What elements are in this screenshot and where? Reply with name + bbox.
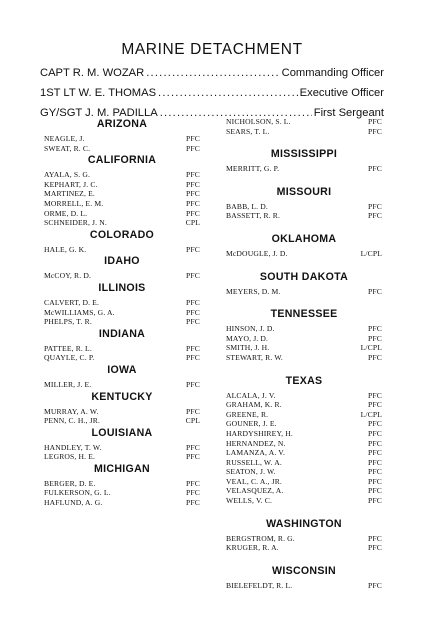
member-rank: PFC [186,442,200,452]
roster-entry [226,287,382,297]
member-rank: PFC [368,457,382,467]
member-name: NICHOLSON, S. L. [226,117,291,126]
member-rank: PFC [368,352,382,362]
member-name: AYALA, S. G. [44,170,91,180]
state-group [44,462,200,508]
roster-entry [44,180,200,190]
member-name: GREENE, R. [226,409,269,419]
member-name: SCHNEIDER, J. N. [44,218,107,228]
member-name: LEGROS, H. E. [44,452,96,462]
member-name: PHELPS, T. R. [44,317,92,327]
roster-column-right [226,117,382,590]
roster-entry [226,391,382,401]
page-title: MARINE DETACHMENT [121,41,303,58]
roster-entry [226,343,382,353]
roster-entry [44,416,200,426]
state-heading: ARIZONA [96,118,148,130]
roster-entry [44,170,200,180]
roster-entry [44,218,200,228]
state-heading: COLORADO [89,228,155,241]
state-heading: KENTUCKY [91,390,153,403]
roster-entry [44,317,200,327]
state-heading: WASHINGTON [266,517,342,530]
member-rank: PFC [368,428,382,438]
member-rank: L/CPL [360,248,382,258]
state-group [44,363,200,390]
member-name: ALCALA, J. V. [226,390,276,400]
member-rank: PFC [186,170,200,180]
member-rank: PFC [186,452,200,462]
member-name: HARDYSHIREY, H. [226,428,293,438]
roster-entry [44,271,200,281]
member-rank: PFC [186,307,200,317]
state-heading: TENNESSEE [270,308,338,321]
state-heading: CALIFORNIA [87,154,157,167]
roster-entry [226,496,382,506]
roster-entry [44,380,200,390]
state-heading: OKLAHOMA [271,232,337,245]
officer-name: GY/SGT J. M. PADILLA [40,107,158,119]
roster-entry [44,199,200,209]
state-group [226,117,382,136]
member-name: HANDLEY, T. W. [44,442,102,452]
state-group [44,254,200,281]
roster-entry [44,407,200,417]
roster-entry [226,202,382,212]
roster-entry [44,308,200,318]
state-group [226,270,382,297]
member-rank: CPL [185,218,200,228]
roster-entry [226,543,382,553]
state-heading: TEXAS [285,374,323,387]
roster-entry [226,127,382,137]
member-name: HINSON, J. D. [226,324,275,334]
member-rank: PFC [186,488,200,498]
member-name: MURRAY, A. W. [44,406,99,416]
member-rank: PFC [368,117,382,126]
member-name: VELASQUEZ, A. [226,486,284,496]
state-group [44,153,200,228]
member-rank: L/CPL [360,343,382,353]
roster-entry [44,189,200,199]
member-name: MILLER, J. E. [44,379,92,389]
member-rank: PFC [368,390,382,400]
dot-leader [146,63,279,83]
member-rank: PFC [368,201,382,211]
member-name: MEYERS, D. M. [226,286,281,296]
state-heading: SOUTH DAKOTA [259,270,349,283]
member-rank: PFC [186,343,200,353]
state-heading: LOUISIANA [91,426,153,439]
member-rank: PFC [368,400,382,410]
roster-entry [226,467,382,477]
officer-row [40,83,384,103]
roster-entry [226,400,382,410]
member-rank: PFC [186,498,200,508]
state-heading: MISSISSIPPI [270,148,338,161]
member-rank: PFC [186,353,200,363]
roster-entry [226,164,382,174]
state-heading: INDIANA [98,327,146,340]
member-name: BABB, L. D. [226,201,268,211]
member-name: KRUGER, R. A. [226,543,279,553]
state-group [226,564,382,591]
member-rank: PFC [186,379,200,389]
roster-entry [226,419,382,429]
member-rank: PFC [186,317,200,327]
member-rank: PFC [368,126,382,136]
member-rank: PFC [368,448,382,458]
member-rank: PFC [186,208,200,218]
roster-entry [226,117,382,127]
roster-entry [44,344,200,354]
member-name: GOUNER, J. E. [226,419,277,429]
member-rank: PFC [368,286,382,296]
officer-name: CAPT R. M. WOZAR [40,67,145,79]
member-rank: PFC [186,297,200,307]
state-heading: WISCONSIN [272,564,336,577]
state-group [226,232,382,259]
member-name: SEATON, J. W. [226,467,276,477]
member-name: CALVERT, D. E. [44,297,100,307]
member-rank: PFC [368,333,382,343]
member-rank: PFC [368,496,382,506]
state-heading: IDAHO [104,255,140,268]
member-name: PATTEE, R. L. [44,343,92,353]
member-rank: L/CPL [360,409,382,419]
officer-list [40,63,384,123]
roster-entry [226,486,382,496]
roster-entry [44,452,200,462]
state-group [226,185,382,221]
roster-entry [226,534,382,544]
member-name: WELLS, V. C. [226,496,273,506]
roster-entry [226,334,382,344]
member-rank: PFC [368,211,382,221]
state-group [44,426,200,462]
roster-entry [44,488,200,498]
member-rank: PFC [368,419,382,429]
roster-entry [44,353,200,363]
member-name: McWILLIAMS, G. A. [44,307,115,317]
member-name: LAMANZA, A. V. [226,448,285,458]
state-heading: IOWA [107,363,137,376]
roster-entry [44,209,200,219]
member-rank: CPL [185,416,200,426]
member-name: FULKERSON, G. L. [44,488,111,498]
roster-entry [44,144,200,154]
member-rank: PFC [186,406,200,416]
member-name: ORME, D. L. [44,208,88,218]
member-rank: PFC [186,189,200,199]
roster-entry [226,581,382,591]
state-heading: ILLINOIS [98,281,146,294]
roster-entry [44,498,200,508]
officer-role: First Sergeant [313,107,384,119]
state-group [226,374,382,506]
member-name: QUAYLE, C. P. [44,353,95,363]
roster-entry [226,477,382,487]
roster-entry [226,439,382,449]
roster-entry [226,448,382,458]
state-group [44,228,200,255]
member-rank: PFC [186,143,200,153]
member-name: MORRELL, E. M. [44,198,104,208]
member-name: McCOY, R. D. [44,271,92,281]
state-heading: MISSOURI [276,185,332,198]
member-rank: PFC [368,543,382,553]
member-rank: PFC [368,324,382,334]
member-rank: PFC [368,486,382,496]
member-name: MERRITT, G. P. [226,164,280,174]
roster-column-left [44,117,200,508]
member-rank: PFC [368,533,382,543]
member-name: BERGSTROM, R. G. [226,533,295,543]
roster-entry [44,134,200,144]
member-name: RUSSELL, W. A. [226,457,282,467]
state-group [44,117,200,153]
state-group [44,390,200,426]
officer-role: Commanding Officer [281,67,384,79]
member-name: BERGER, D. E. [44,478,96,488]
member-rank: PFC [368,164,382,174]
member-rank: PFC [368,438,382,448]
roster-entry [226,324,382,334]
member-name: BASSETT, R. R. [226,211,281,221]
member-rank: PFC [368,476,382,486]
member-rank: PFC [186,478,200,488]
state-group [226,147,382,174]
member-name: MARTINEZ, E. [44,189,95,199]
member-name: NEAGLE, J. [44,134,85,143]
member-name: MAYO, J. D. [226,333,269,343]
member-name: McDOUGLE, J. D. [226,248,288,258]
member-name: HERNANDEZ, N. [226,438,286,448]
officer-role: Executive Officer [299,87,384,99]
roster-entry [44,298,200,308]
roster-entry [226,410,382,420]
member-rank: PFC [186,271,200,281]
state-group [44,281,200,327]
member-rank: PFC [186,134,200,143]
roster-entry [226,249,382,259]
member-rank: PFC [186,179,200,189]
member-rank: PFC [368,580,382,590]
dot-leader [158,83,298,103]
member-name: PENN, C. H., JR. [44,416,100,426]
member-rank: PFC [186,244,200,254]
member-name: HAFLUND, A. G. [44,498,103,508]
member-rank: PFC [186,198,200,208]
member-rank: PFC [368,467,382,477]
member-name: STEWART, R. W. [226,352,283,362]
member-name: VEAL, C. A., JR. [226,476,282,486]
roster-entry [226,353,382,363]
roster-entry [226,458,382,468]
state-group [44,327,200,363]
officer-row [40,63,384,83]
member-name: SEARS, T. L. [226,126,270,136]
roster-entry [44,479,200,489]
roster-entry [226,211,382,221]
member-name: SWEAT, R. C. [44,143,91,153]
officer-name: 1ST LT W. E. THOMAS [40,87,157,99]
roster-entry [44,443,200,453]
member-name: KEPHART, J. C. [44,179,98,189]
roster-entry [44,245,200,255]
state-group [226,307,382,362]
roster-entry [226,429,382,439]
member-name: SMITH, J. H. [226,343,270,353]
member-name: BIELEFELDT, R. L. [226,580,293,590]
state-group [226,517,382,553]
member-name: HALE, G. K. [44,244,87,254]
member-name: GRAHAM, K. R. [226,400,282,410]
state-heading: MICHIGAN [94,462,150,475]
